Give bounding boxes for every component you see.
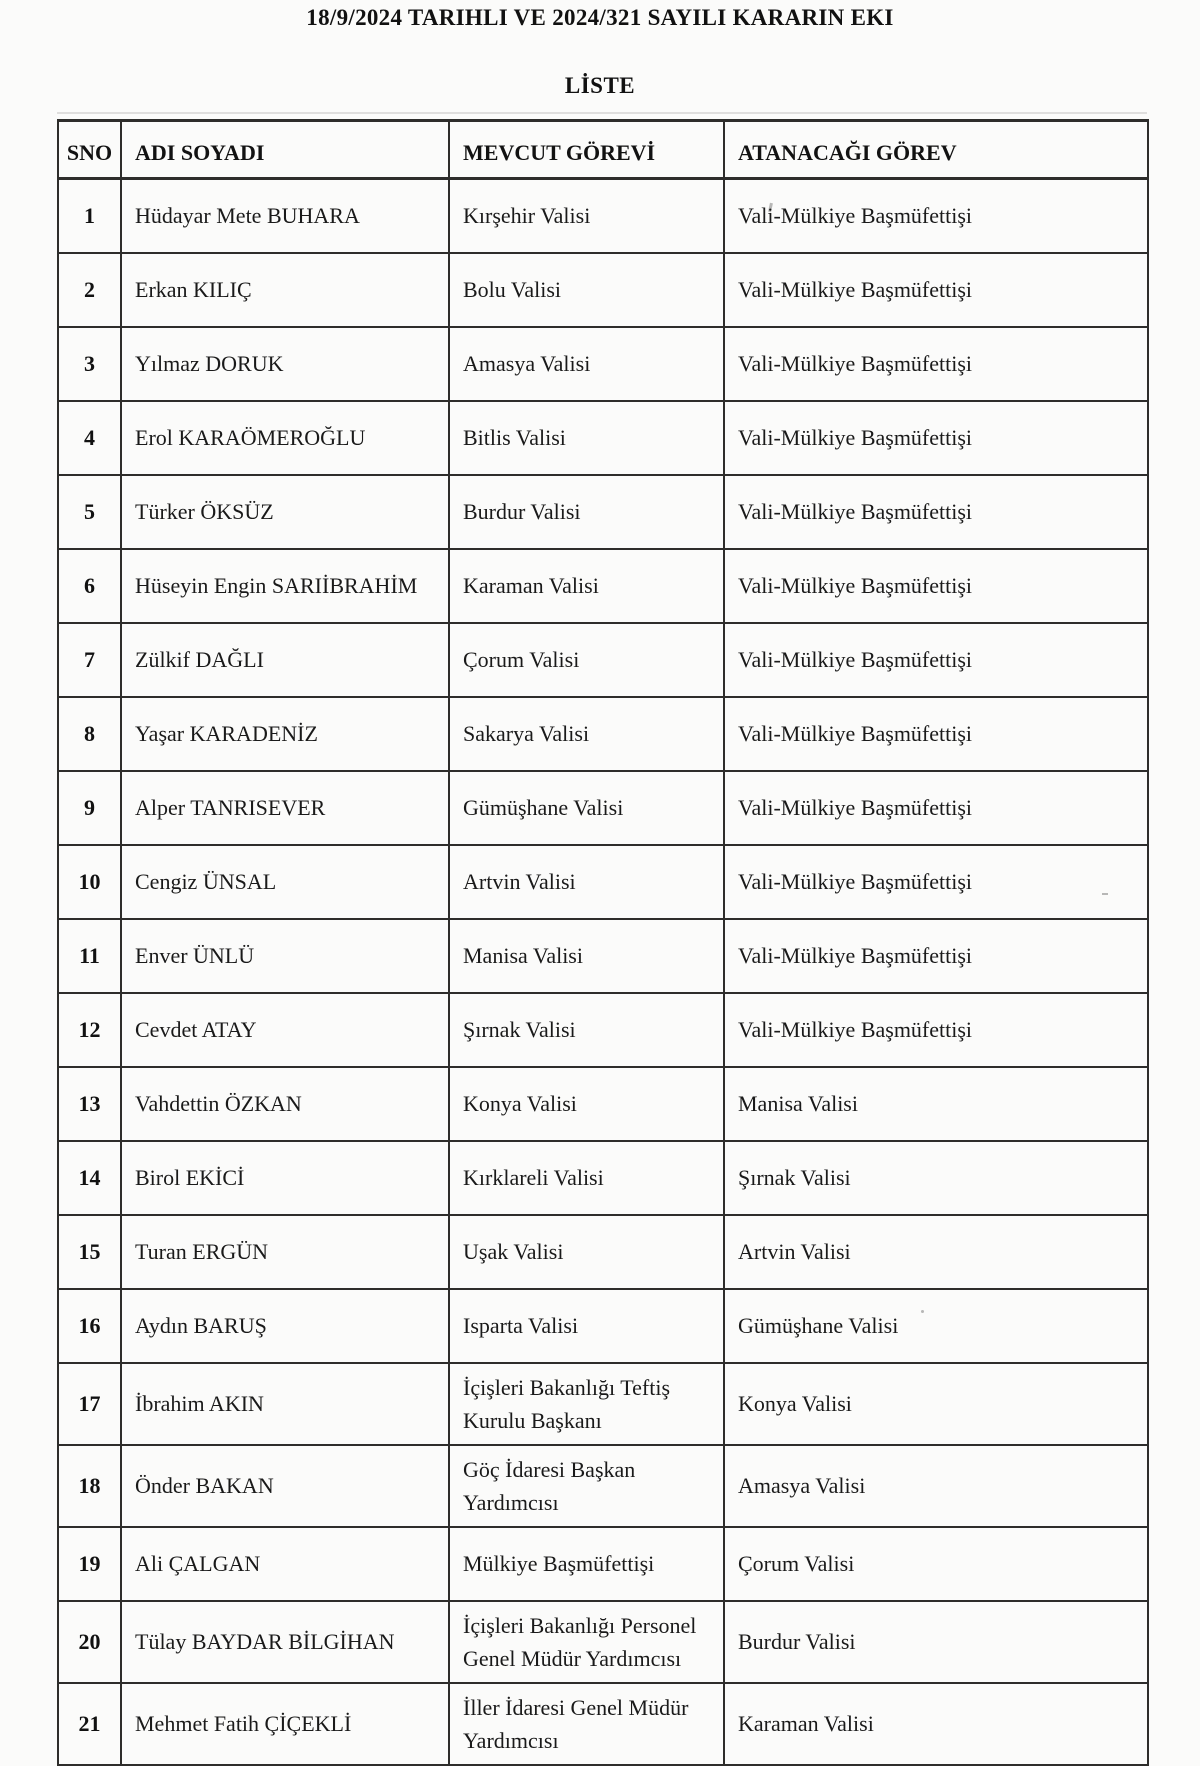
row-current-duty: İller İdaresi Genel Müdür Yardımcısı	[449, 1683, 724, 1765]
row-sno: 2	[58, 253, 121, 327]
row-sno: 3	[58, 327, 121, 401]
row-assigned-duty: Vali-Mülkiye Başmüfettişi	[724, 623, 1148, 697]
row-current-duty: İçişleri Bakanlığı Teftiş Kurulu Başkanı	[449, 1363, 724, 1445]
row-name: Türker ÖKSÜZ	[121, 475, 449, 549]
row-name: Zülkif DAĞLI	[121, 623, 449, 697]
row-sno: 20	[58, 1601, 121, 1683]
table-row	[58, 1363, 1148, 1445]
table-row	[58, 1527, 1148, 1601]
table-row	[58, 845, 1148, 919]
row-assigned-duty: Vali-Mülkiye Başmüfettişi	[724, 401, 1148, 475]
row-name: Yılmaz DORUK	[121, 327, 449, 401]
table-row	[58, 771, 1148, 845]
row-current-duty: Gümüşhane Valisi	[449, 771, 724, 845]
row-assigned-duty: Konya Valisi	[724, 1363, 1148, 1445]
row-assigned-duty: Vali-Mülkiye Başmüfettişi	[724, 253, 1148, 327]
row-name: Alper TANRISEVER	[121, 771, 449, 845]
document-subtitle: LİSTE	[564, 73, 636, 98]
row-current-duty: Konya Valisi	[449, 1067, 724, 1141]
column-header-name: ADI SOYADI	[121, 121, 449, 179]
row-sno: 21	[58, 1683, 121, 1765]
row-current-duty: Manisa Valisi	[449, 919, 724, 993]
row-current-duty: Burdur Valisi	[449, 475, 724, 549]
row-name: İbrahim AKIN	[121, 1363, 449, 1445]
row-sno: 11	[58, 919, 121, 993]
row-current-duty: Uşak Valisi	[449, 1215, 724, 1289]
row-assigned-duty: Vali-Mülkiye Başmüfettişi	[724, 845, 1148, 919]
row-sno: 4	[58, 401, 121, 475]
row-name: Tülay BAYDAR BİLGİHAN	[121, 1601, 449, 1683]
row-name: Önder BAKAN	[121, 1445, 449, 1527]
table-row	[58, 993, 1148, 1067]
table-row	[58, 1141, 1148, 1215]
row-current-duty: Kırklareli Valisi	[449, 1141, 724, 1215]
row-assigned-duty: Artvin Valisi	[724, 1215, 1148, 1289]
row-sno: 14	[58, 1141, 121, 1215]
row-current-duty: Kırşehir Valisi	[449, 179, 724, 253]
row-current-duty: Sakarya Valisi	[449, 697, 724, 771]
row-current-duty: Karaman Valisi	[449, 549, 724, 623]
row-name: Enver ÜNLÜ	[121, 919, 449, 993]
row-name: Mehmet Fatih ÇİÇEKLİ	[121, 1683, 449, 1765]
row-assigned-duty: Vali-Mülkiye Başmüfettişi	[724, 327, 1148, 401]
row-assigned-duty: Çorum Valisi	[724, 1527, 1148, 1601]
row-name: Hüdayar Mete BUHARA	[121, 179, 449, 253]
row-name: Erkan KILIÇ	[121, 253, 449, 327]
row-name: Cengiz ÜNSAL	[121, 845, 449, 919]
row-name: Aydın BARUŞ	[121, 1289, 449, 1363]
row-sno: 7	[58, 623, 121, 697]
row-assigned-duty: Amasya Valisi	[724, 1445, 1148, 1527]
row-assigned-duty: Vali-Mülkiye Başmüfettişi	[724, 697, 1148, 771]
row-sno: 13	[58, 1067, 121, 1141]
row-sno: 12	[58, 993, 121, 1067]
row-name: Ali ÇALGAN	[121, 1527, 449, 1601]
table-row	[58, 697, 1148, 771]
row-sno: 5	[58, 475, 121, 549]
table-row	[58, 1601, 1148, 1683]
table-row	[58, 1215, 1148, 1289]
row-assigned-duty: Karaman Valisi	[724, 1683, 1148, 1765]
row-assigned-duty: Vali-Mülkiye Başmüfettişi	[724, 475, 1148, 549]
row-assigned-duty: Gümüşhane Valisi	[724, 1289, 1148, 1363]
row-assigned-duty: Şırnak Valisi	[724, 1141, 1148, 1215]
row-current-duty: Şırnak Valisi	[449, 993, 724, 1067]
row-name: Cevdet ATAY	[121, 993, 449, 1067]
row-sno: 15	[58, 1215, 121, 1289]
appointments-table	[57, 119, 1149, 1766]
column-header-sno: SNO	[58, 121, 121, 179]
row-assigned-duty: Vali-Mülkiye Başmüfettişi	[724, 919, 1148, 993]
row-name: Birol EKİCİ	[121, 1141, 449, 1215]
row-sno: 8	[58, 697, 121, 771]
row-name: Yaşar KARADENİZ	[121, 697, 449, 771]
row-sno: 17	[58, 1363, 121, 1445]
row-assigned-duty: Vali-Mülkiye Başmüfettişi	[724, 179, 1148, 253]
table-body	[58, 179, 1148, 1765]
column-header-current-duty: MEVCUT GÖREVİ	[449, 121, 724, 179]
row-sno: 19	[58, 1527, 121, 1601]
row-sno: 1	[58, 179, 121, 253]
table-row	[58, 401, 1148, 475]
row-assigned-duty: Vali-Mülkiye Başmüfettişi	[724, 549, 1148, 623]
table-row	[58, 1445, 1148, 1527]
column-header-assigned-duty: ATANACAĞI GÖREV	[724, 121, 1148, 179]
row-current-duty: Çorum Valisi	[449, 623, 724, 697]
row-name: Hüseyin Engin SARIİBRAHİM	[121, 549, 449, 623]
row-name: Vahdettin ÖZKAN	[121, 1067, 449, 1141]
table-row	[58, 179, 1148, 253]
row-current-duty: Bitlis Valisi	[449, 401, 724, 475]
scan-artifact-line	[57, 112, 1147, 114]
table-header-row	[58, 121, 1148, 179]
table-row	[58, 623, 1148, 697]
table-row	[58, 1067, 1148, 1141]
row-current-duty: Isparta Valisi	[449, 1289, 724, 1363]
row-current-duty: Artvin Valisi	[449, 845, 724, 919]
document-title: 18/9/2024 TARIHLI VE 2024/321 SAYILI KARARIN EKI	[306, 5, 894, 30]
table-row	[58, 475, 1148, 549]
row-assigned-duty: Vali-Mülkiye Başmüfettişi	[724, 993, 1148, 1067]
row-sno: 9	[58, 771, 121, 845]
table-row	[58, 1683, 1148, 1765]
row-name: Turan ERGÜN	[121, 1215, 449, 1289]
row-sno: 18	[58, 1445, 121, 1527]
table-row	[58, 1289, 1148, 1363]
row-current-duty: Amasya Valisi	[449, 327, 724, 401]
row-current-duty: İçişleri Bakanlığı Personel Genel Müdür Yardımcısı	[449, 1601, 724, 1683]
table-row	[58, 919, 1148, 993]
row-name: Erol KARAÖMEROĞLU	[121, 401, 449, 475]
table-row	[58, 253, 1148, 327]
row-current-duty: Göç İdaresi Başkan Yardımcısı	[449, 1445, 724, 1527]
row-assigned-duty: Manisa Valisi	[724, 1067, 1148, 1141]
row-assigned-duty: Vali-Mülkiye Başmüfettişi	[724, 771, 1148, 845]
table-row	[58, 327, 1148, 401]
row-sno: 6	[58, 549, 121, 623]
row-sno: 16	[58, 1289, 121, 1363]
row-current-duty: Bolu Valisi	[449, 253, 724, 327]
row-sno: 10	[58, 845, 121, 919]
row-current-duty: Mülkiye Başmüfettişi	[449, 1527, 724, 1601]
row-assigned-duty: Burdur Valisi	[724, 1601, 1148, 1683]
table-row	[58, 549, 1148, 623]
